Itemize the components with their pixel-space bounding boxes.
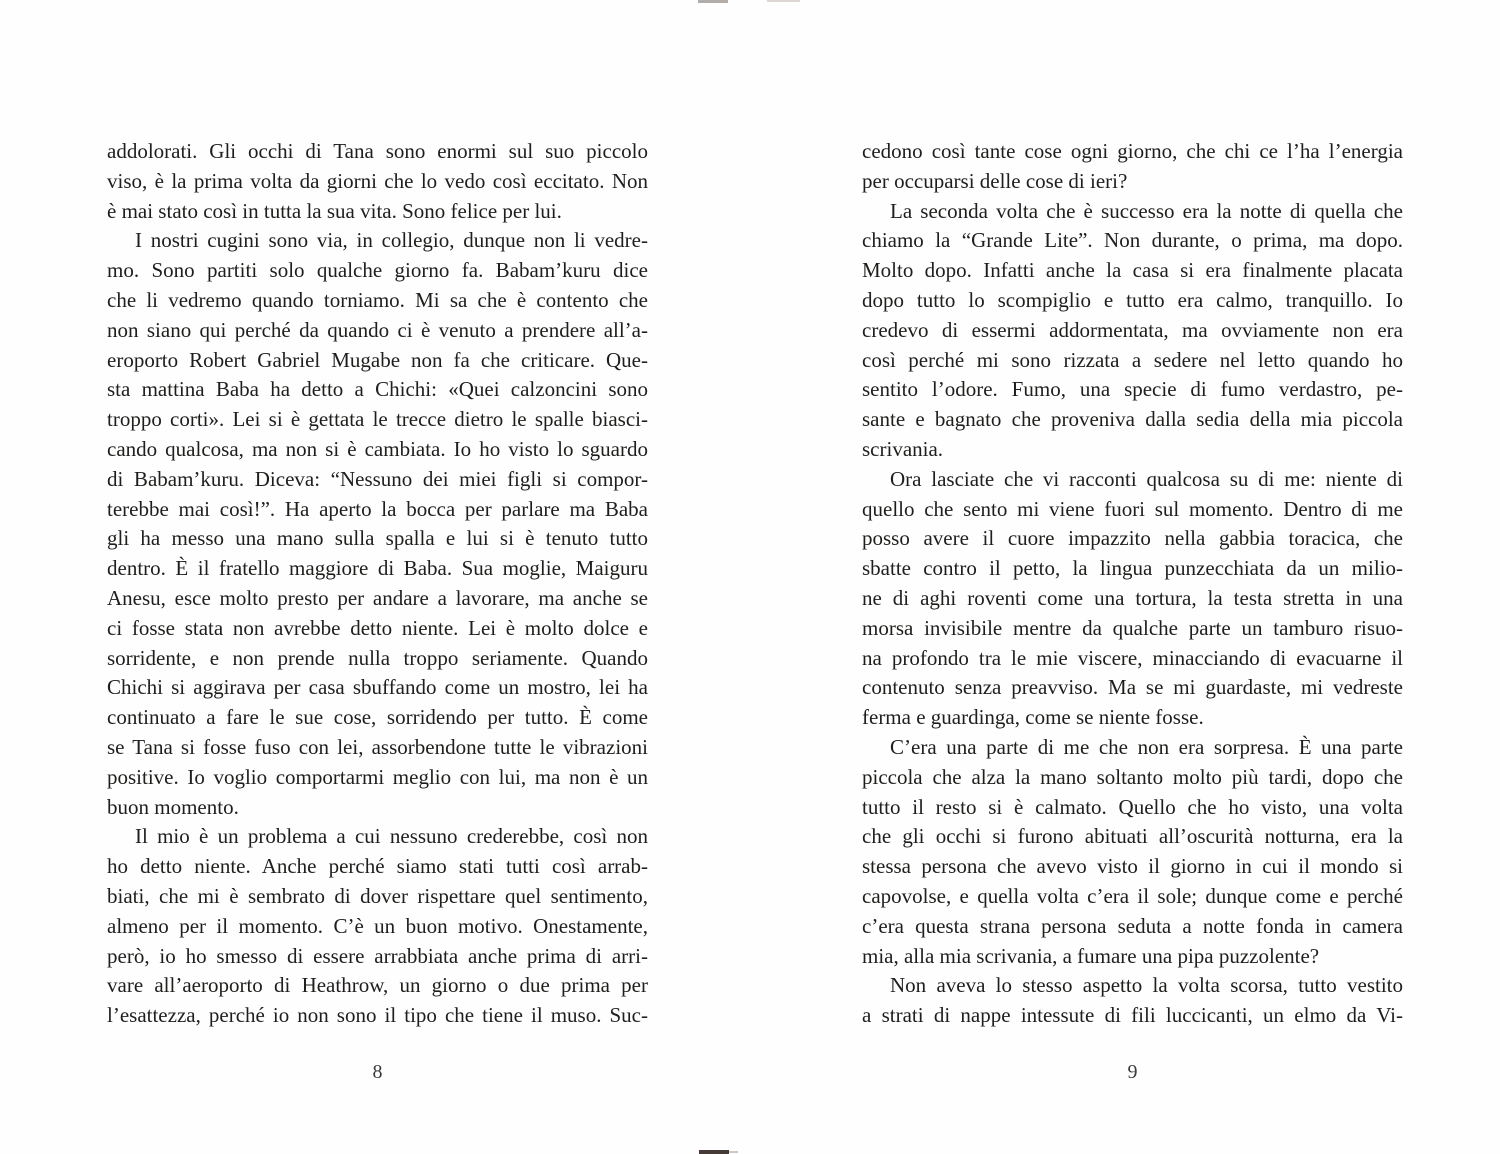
- text-line: Anesu, esce molto presto per andare a lavorare, ma anche se: [107, 585, 648, 610]
- text-line: Non aveva lo stesso aspetto la volta scorsa, tutto vestito: [890, 973, 1403, 998]
- text-line: mia, alla mia scrivania, a fumare una pipa puzzolente?: [862, 943, 1320, 968]
- text-line: cando qualcosa, ma non si è cambiata. Io ho visto lo sguardo: [107, 436, 648, 461]
- text-line: gli ha messo una mano sulla spalla e lui si è tenuto tutto: [107, 526, 648, 551]
- crop-mark-top-2: [767, 0, 800, 2]
- text-line: viso, è la prima volta da giorni che lo vedo così eccitato. Non: [107, 168, 648, 193]
- text-line: a strati di nappe intessute di fili luccicanti, un elmo da Vi-: [862, 1003, 1403, 1028]
- text-line: quello che sento mi viene fuori sul momento. Dentro di me: [862, 496, 1403, 521]
- text-line: ne di aghi roventi come una tortura, la testa stretta in una: [862, 585, 1403, 610]
- text-line: piccola che alza la mano soltanto molto più tardi, dopo che: [862, 764, 1403, 789]
- text-line: na profondo tra le mie viscere, minacciando di evacuarne il: [862, 645, 1403, 670]
- text-line: posso avere il cuore impazzito nella gabbia toracica, che: [862, 526, 1403, 551]
- text-line: sta mattina Baba ha detto a Chichi: «Quei calzoncini sono: [107, 377, 648, 402]
- text-line: dentro. È il fratello maggiore di Baba. Sua moglie, Maiguru: [107, 556, 648, 581]
- text-line: positive. Io voglio comportarmi meglio con lui, ma non è un: [107, 764, 648, 789]
- text-line: vare all’aeroporto di Heathrow, un giorno o due prima per: [107, 973, 648, 998]
- text-line: chiamo la “Grande Lite”. Non durante, o prima, ma dopo.: [862, 228, 1403, 253]
- text-line: morsa invisibile mentre da qualche parte un tamburo risuo-: [862, 615, 1403, 640]
- text-line: però, io ho smesso di essere arrabbiata anche prima di arri-: [107, 943, 648, 968]
- text-line: Molto dopo. Infatti anche la casa si era finalmente placata: [862, 258, 1403, 283]
- text-line: cedono così tante cose ogni giorno, che chi ce l’ha l’energia: [862, 139, 1403, 163]
- text-line: l’esattezza, perché io non sono il tipo che tiene il muso. Suc-: [107, 1003, 648, 1028]
- text-line: ferma e guardinga, come se niente fosse.: [862, 705, 1204, 730]
- text-line: tutto il resto si è calmato. Quello che ho visto, una volta: [862, 794, 1403, 819]
- crop-mark-bottom-tail: [729, 1151, 738, 1153]
- text-line: che li vedremo quando torniamo. Mi sa che è contento che: [107, 287, 648, 312]
- text-line: per occuparsi delle cose di ieri?: [862, 168, 1128, 193]
- text-line: Il mio è un problema a cui nessuno crederebbe, così non: [135, 824, 648, 849]
- text-line: biati, che mi è sembrato di dover rispettare quel sentimento,: [107, 883, 648, 908]
- text-line: sante e bagnato che proveniva dalla sedia della mia piccola: [862, 407, 1403, 432]
- text-line: scrivania.: [862, 436, 944, 461]
- text-line: dopo tutto lo scompiglio e tutto era calmo, tranquillo. Io: [862, 287, 1403, 312]
- text-line: C’era una parte di me che non era sorpresa. È una parte: [890, 734, 1403, 759]
- text-line: almeno per il momento. C’è un buon motivo. Onestamente,: [107, 913, 648, 938]
- page-left-text-block: [107, 137, 648, 1031]
- crop-mark-top-1: [698, 0, 728, 3]
- text-line: ho detto niente. Anche perché siamo stati tutti così arrab-: [107, 854, 648, 879]
- text-line: sentito l’odore. Fumo, una specie di fumo verdastro, pe-: [862, 377, 1403, 402]
- text-line: eroporto Robert Gabriel Mugabe non fa che criticare. Que-: [107, 347, 648, 372]
- text-line: non siano qui perché da quando ci è venuto a prendere all’a-: [107, 317, 648, 342]
- text-line: buon momento.: [107, 794, 239, 819]
- text-line: Ora lasciate che vi racconti qualcosa su di me: niente di: [890, 466, 1403, 491]
- page-number-left: 8: [372, 1061, 383, 1083]
- text-line: sbatte contro il petto, la lingua punzecchiata da un milio-: [862, 556, 1403, 581]
- text-line: così perché mi sono rizzata a sedere nel letto quando ho: [862, 347, 1403, 372]
- text-line: se Tana si fosse fuso con lei, assorbendone tutte le vibrazioni: [107, 734, 648, 759]
- text-line: di Babam’kuru. Diceva: “Nessuno dei miei figli si compor-: [107, 466, 648, 491]
- text-line: credevo di essermi addormentata, ma ovviamente non era: [862, 317, 1403, 342]
- text-line: I nostri cugini sono via, in collegio, dunque non li vedre-: [135, 228, 648, 253]
- text-line: mo. Sono partiti solo qualche giorno fa. Babam’kuru dice: [107, 258, 648, 283]
- text-line: ci fosse stata non avrebbe detto niente. Lei è molto dolce e: [107, 615, 648, 640]
- crop-mark-bottom: [699, 1150, 729, 1154]
- text-line: La seconda volta che è successo era la notte di quella che: [890, 198, 1403, 223]
- text-line: sorridente, e non prende nulla troppo seriamente. Quando: [107, 645, 648, 670]
- page-right-text-block: [862, 137, 1403, 1031]
- text-line: troppo corti». Lei si è gettata le trecce dietro le spalle biasci-: [107, 407, 648, 432]
- page-number-right: 9: [1127, 1061, 1138, 1083]
- text-line: addolorati. Gli occhi di Tana sono enormi sul suo piccolo: [107, 139, 648, 163]
- text-line: continuato a fare le sue cose, sorridendo per tutto. È come: [107, 705, 648, 730]
- text-line: contenuto senza preavviso. Ma se mi guardaste, mi vedreste: [862, 675, 1403, 700]
- text-line: stessa persona che avevo visto il giorno in cui il mondo si: [862, 854, 1403, 879]
- text-line: c’era questa strana persona seduta a notte fonda in camera: [862, 913, 1403, 938]
- text-line: terebbe mai così!”. Ha aperto la bocca per parlare ma Baba: [107, 496, 648, 521]
- text-line: è mai stato così in tutta la sua vita. Sono felice per lui.: [107, 198, 562, 223]
- text-line: Chichi si aggirava per casa sbuffando come un mostro, lei ha: [107, 675, 648, 700]
- text-line: che gli occhi si furono abituati all’oscurità notturna, era la: [862, 824, 1403, 849]
- text-line: capovolse, e quella volta c’era il sole; dunque come e perché: [862, 883, 1403, 908]
